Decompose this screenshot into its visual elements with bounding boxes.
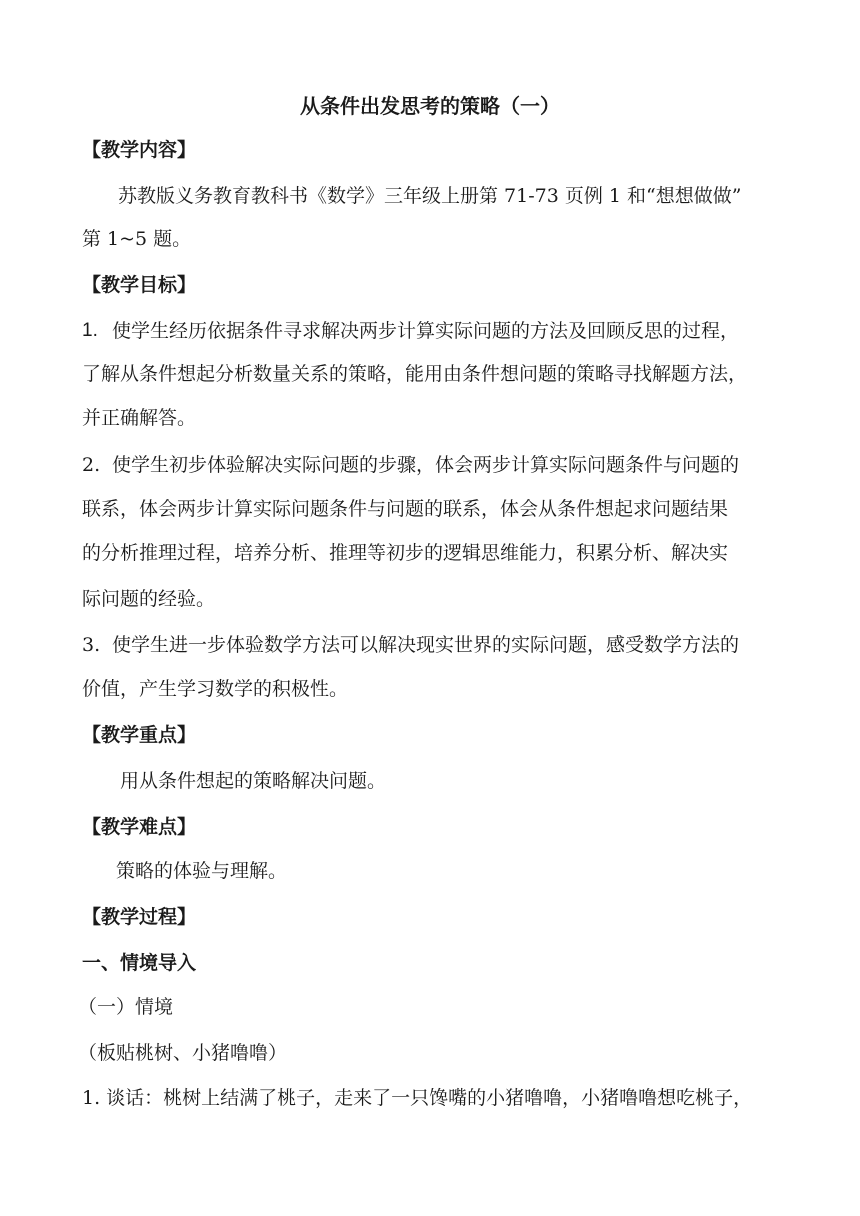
- process-part-1-heading: 一、情境导入: [82, 952, 197, 974]
- difficulty-text: 策略的体验与理解。: [116, 860, 288, 882]
- page-title: 从条件出发思考的策略（一）: [300, 94, 560, 118]
- goal-1-number: 1.: [82, 320, 98, 341]
- goal-1-line-2: 了解从条件想起分析数量关系的策略，能用由条件想问题的策略寻找解题方法，: [82, 363, 748, 385]
- goal-1-line-3: 并正确解答。: [82, 407, 197, 429]
- content-line-2: 第 1~5 题。: [82, 228, 192, 250]
- heading-teaching-goals: 【教学目标】: [82, 274, 197, 296]
- heading-teaching-process: 【教学过程】: [82, 906, 197, 928]
- goal-3-line-1: 使学生进一步体验数学方法可以解决现实世界的实际问题，感受数学方法的: [112, 634, 740, 656]
- goal-1-line-1: 使学生经历依据条件寻求解决两步计算实际问题的方法及回顾反思的过程，: [112, 320, 740, 342]
- process-sub-heading: （一）情境: [78, 996, 174, 1018]
- key-point-text: 用从条件想起的策略解决问题。: [120, 770, 387, 792]
- heading-difficulty: 【教学难点】: [82, 816, 197, 838]
- process-note: （板贴桃树、小猪噜噜）: [78, 1042, 288, 1064]
- goal-2-line-4: 际问题的经验。: [82, 588, 216, 610]
- content-line-1: 苏教版义务教育教科书《数学》三年级上册第 71-73 页例 1 和“想想做做”: [118, 185, 742, 207]
- process-item-1: 1. 谈话：桃树上结满了桃子，走来了一只馋嘴的小猪噜噜，小猪噜噜想吃桃子，: [82, 1087, 753, 1109]
- goal-3-number: 3.: [82, 634, 101, 656]
- goal-2-number: 2.: [82, 454, 101, 476]
- heading-teaching-content: 【教学内容】: [82, 139, 197, 161]
- goal-2-line-2: 联系，体会两步计算实际问题条件与问题的联系，体会从条件想起求问题结果: [82, 498, 729, 520]
- goal-3-line-2: 价值，产生学习数学的积极性。: [82, 678, 349, 700]
- goal-2-line-3: 的分析推理过程，培养分析、推理等初步的逻辑思维能力，积累分析、解决实: [82, 542, 729, 564]
- heading-key-point: 【教学重点】: [82, 724, 197, 746]
- goal-2-line-1: 使学生初步体验解决实际问题的步骤，体会两步计算实际问题条件与问题的: [112, 454, 740, 476]
